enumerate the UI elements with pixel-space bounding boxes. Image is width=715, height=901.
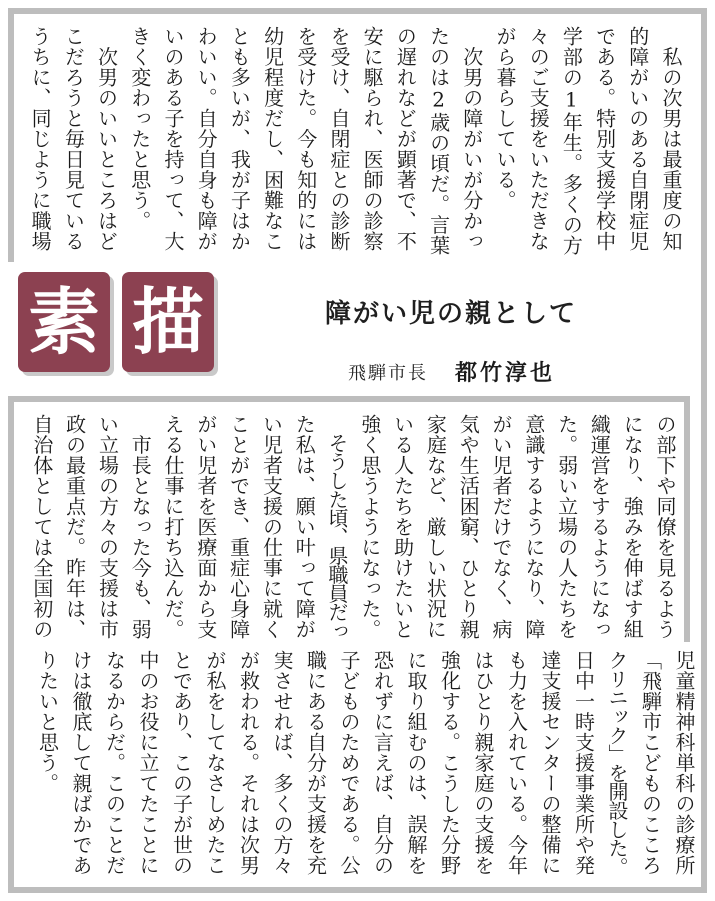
frame-top [8, 8, 707, 14]
body-line: 次男の障がいが分かっ [459, 26, 484, 252]
body-line: 安に駆られ、医師の診察 [360, 26, 385, 252]
body-line: そうした頃、県職員だっ [325, 414, 350, 640]
body-line: たのは2歳の頃だ。言葉 [426, 26, 451, 256]
body-line: 意識するようになり、障 [521, 414, 546, 640]
body-line: 私の次男は最重度の知 [659, 26, 683, 252]
body-line: がら暮らしている。 [492, 26, 517, 211]
body-line: こだろうと毎日見ている [61, 26, 86, 252]
body-line: 市長となった今も、弱 [128, 414, 153, 640]
body-line: た私は、願い叶って障が [292, 414, 317, 640]
body-line: わいい。自分自身も障が [194, 26, 219, 252]
body-line: がい児者だけでなく、病 [489, 414, 514, 640]
byline-position: 飛騨市長 [348, 363, 428, 384]
body-line: 職にある自分が支援を充 [303, 650, 328, 876]
frame-left-lower [8, 396, 14, 893]
article-body-lower-lower-tier [30, 650, 700, 876]
body-line: 家庭など、厳しい状況に [423, 414, 448, 640]
body-line: 実させれば、多くの方々 [270, 650, 294, 876]
body-line: なるからだ。このことだ [102, 650, 127, 876]
article-body-lower-upper-tier [25, 414, 681, 640]
body-line: た。弱い立場の人たちを [554, 414, 579, 640]
body-line: を受けた。今も知的には [293, 26, 318, 252]
frame-left-upper [8, 8, 14, 262]
body-line: 自治体としては全国初の [29, 414, 54, 640]
body-line: も力を入れている。今年 [504, 650, 529, 876]
body-line: はひとり親家庭の支援を [471, 650, 495, 876]
body-line: 強く思うようになった。 [357, 414, 382, 640]
body-line: の部下や同僚を見るよう [653, 414, 677, 640]
body-line: いる人たちを助けたいと [390, 414, 415, 640]
body-line: 学部の1年生。多くの方 [559, 26, 584, 256]
body-line: きく変わったと思う。 [127, 26, 152, 231]
body-line: に取り組むのは、誤解を [404, 650, 428, 876]
body-line: 次男のいいところはど [94, 26, 119, 252]
body-line: うちに、同じように職場 [28, 26, 53, 252]
body-line: 的障がいのある自閉症児 [625, 26, 650, 252]
body-line: けは徹底して親ばかであ [69, 650, 93, 876]
body-line: 幼児程度だし、困難なこ [260, 26, 285, 252]
body-line: 児童精神科単科の診療所 [672, 650, 696, 876]
frame-divider [8, 396, 690, 402]
frame-inner-right [684, 396, 690, 642]
body-line: である。特別支援学校中 [592, 26, 617, 252]
body-line: 気や生活困窮、ひとり親 [456, 414, 481, 640]
column-name-second-char: 描 [122, 272, 214, 372]
article-body-upper [23, 26, 687, 256]
body-line: い児者支援の仕事に就く [259, 414, 284, 640]
byline-name: 都竹淳也 [455, 361, 556, 386]
body-line: になり、強みを伸ばす組 [620, 414, 645, 640]
frame-right [701, 8, 707, 893]
frame-bottom [8, 887, 707, 893]
body-line: がい児者を医療面から支 [193, 414, 218, 640]
body-line: 子どものためである。公 [337, 650, 361, 876]
body-line: 々のご支援をいただきな [526, 26, 551, 252]
body-line: が救われる。それは次男 [236, 650, 261, 876]
body-line: を受け、自閉症との診断 [326, 26, 351, 252]
article-headline: 障がい児の親として [325, 299, 578, 329]
body-line: ことができ、重症心身障 [226, 414, 251, 640]
body-line: い立場の方々の支援は市 [95, 414, 120, 640]
body-line: 政の最重点だ。昨年は、 [62, 414, 87, 640]
body-line: クリニック」を開設した。 [605, 650, 629, 876]
body-line: の遅れなどが顕著で、不 [393, 26, 418, 252]
body-line: とであり、この子が世の [169, 650, 194, 876]
body-line: 中のお役に立てたことに [136, 650, 160, 876]
body-line: 日中一時支援事業所や発 [571, 650, 596, 876]
body-line: 恐れずに言えば、自分の [370, 650, 395, 876]
body-line: 強化する。こうした分野 [437, 650, 462, 876]
body-line: える仕事に打ち込んだ。 [161, 414, 186, 640]
body-line: 「飛騨市こどものこころ [638, 650, 663, 876]
body-line: りたいと思う。 [35, 650, 60, 794]
body-line: いのある子を持って、大 [160, 26, 185, 252]
column-name-first-char: 素 [18, 272, 110, 372]
body-line: 織運営をするようになっ [587, 414, 612, 640]
body-line: が私をしてなさしめたこ [203, 650, 227, 876]
body-line: とも多いが、我が子はか [227, 26, 252, 252]
body-line: 達支援センターの整備に [538, 650, 562, 876]
